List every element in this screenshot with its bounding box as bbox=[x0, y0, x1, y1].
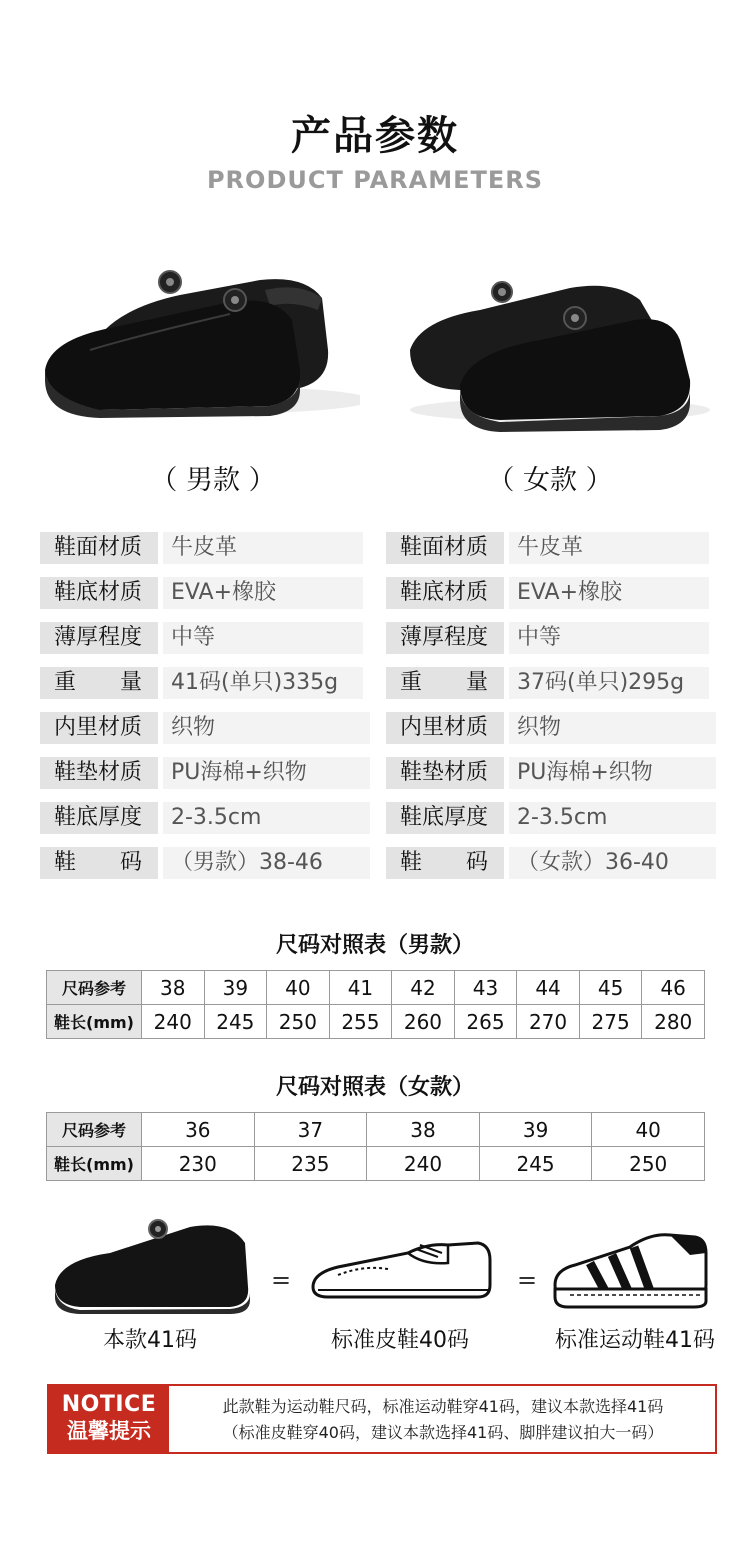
sneaker-label: 标准运动鞋41码 bbox=[555, 1328, 715, 1353]
param-key: 鞋 码 bbox=[40, 847, 158, 879]
param-row bbox=[386, 577, 711, 609]
param-key: 鞋 码 bbox=[386, 847, 504, 879]
param-value: （女款）36-40 bbox=[509, 847, 716, 879]
men-size-table-title: 尺码对照表（男款） bbox=[275, 933, 474, 958]
table-cell: 40 bbox=[267, 971, 330, 1005]
table-cell: 46 bbox=[642, 971, 705, 1005]
table-cell: 45 bbox=[579, 971, 642, 1005]
param-row bbox=[40, 847, 370, 879]
table-cell: 39 bbox=[204, 971, 267, 1005]
param-key: 重 量 bbox=[386, 667, 504, 699]
women-shoe-image bbox=[390, 240, 720, 440]
row-header: 鞋长(mm) bbox=[47, 1005, 142, 1039]
table-cell: 250 bbox=[592, 1147, 705, 1181]
page-title: 产品参数 bbox=[291, 113, 459, 159]
table-cell: 41 bbox=[329, 971, 392, 1005]
param-value: 2-3.5cm bbox=[509, 802, 716, 834]
this-shoe-label: 本款41码 bbox=[103, 1328, 197, 1353]
param-key: 鞋垫材质 bbox=[386, 757, 504, 789]
param-value: 中等 bbox=[509, 622, 709, 654]
param-value: 织物 bbox=[163, 712, 370, 744]
param-row bbox=[386, 847, 716, 879]
row-header: 尺码参考 bbox=[47, 1113, 142, 1147]
notice-line-2: （标准皮鞋穿40码，建议本款选择41码、脚胖建议拍大一码） bbox=[222, 1423, 664, 1442]
param-key: 薄厚程度 bbox=[40, 622, 158, 654]
param-value: 牛皮革 bbox=[163, 532, 363, 564]
table-cell: 42 bbox=[392, 971, 455, 1005]
param-row bbox=[386, 802, 716, 834]
table-row bbox=[47, 1005, 705, 1039]
notice-text bbox=[171, 1386, 715, 1446]
param-row bbox=[40, 712, 370, 744]
this-shoe-image bbox=[50, 1215, 255, 1315]
param-value: EVA+橡胶 bbox=[509, 577, 709, 609]
param-row bbox=[40, 577, 365, 609]
table-cell: 260 bbox=[392, 1005, 455, 1039]
table-row bbox=[47, 971, 705, 1005]
param-key: 内里材质 bbox=[386, 712, 504, 744]
param-row bbox=[386, 667, 711, 699]
param-value: 织物 bbox=[509, 712, 716, 744]
notice-tag-cn: 温馨提示 bbox=[67, 1419, 151, 1443]
table-cell: 230 bbox=[142, 1147, 255, 1181]
param-key: 鞋面材质 bbox=[40, 532, 158, 564]
women-size-table-title: 尺码对照表（女款） bbox=[275, 1075, 474, 1100]
table-cell: 39 bbox=[479, 1113, 592, 1147]
men-size-table bbox=[46, 970, 705, 1039]
table-cell: 245 bbox=[204, 1005, 267, 1039]
men-model-label: （ 男款 ） bbox=[150, 465, 276, 496]
param-row bbox=[40, 622, 365, 654]
param-row bbox=[386, 532, 711, 564]
param-value: 中等 bbox=[163, 622, 363, 654]
param-row bbox=[386, 712, 716, 744]
param-row bbox=[40, 667, 365, 699]
param-key: 内里材质 bbox=[40, 712, 158, 744]
param-value: PU海棉+织物 bbox=[509, 757, 716, 789]
table-cell: 38 bbox=[142, 971, 205, 1005]
notice-tag-en: NOTICE bbox=[61, 1392, 157, 1417]
women-model-label: （ 女款 ） bbox=[487, 465, 613, 496]
table-cell: 43 bbox=[454, 971, 517, 1005]
param-row bbox=[386, 757, 716, 789]
row-header: 鞋长(mm) bbox=[47, 1147, 142, 1181]
page-subtitle: PRODUCT PARAMETERS bbox=[206, 166, 544, 194]
param-key: 鞋垫材质 bbox=[40, 757, 158, 789]
table-cell: 36 bbox=[142, 1113, 255, 1147]
param-key: 鞋面材质 bbox=[386, 532, 504, 564]
notice-line-1: 此款鞋为运动鞋尺码，标准运动鞋穿41码，建议本款选择41码 bbox=[222, 1397, 664, 1416]
table-cell: 235 bbox=[254, 1147, 367, 1181]
param-value: （男款）38-46 bbox=[163, 847, 370, 879]
equals-sign-2: = bbox=[517, 1266, 538, 1294]
param-key: 鞋底厚度 bbox=[40, 802, 158, 834]
notice-box bbox=[47, 1384, 717, 1454]
equals-sign-1: = bbox=[271, 1266, 292, 1294]
table-cell: 240 bbox=[367, 1147, 480, 1181]
table-cell: 255 bbox=[329, 1005, 392, 1039]
table-cell: 280 bbox=[642, 1005, 705, 1039]
notice-tag bbox=[49, 1386, 169, 1452]
leather-shoe-label: 标准皮鞋40码 bbox=[331, 1328, 469, 1353]
table-cell: 250 bbox=[267, 1005, 330, 1039]
women-size-table bbox=[46, 1112, 705, 1181]
row-header: 尺码参考 bbox=[47, 971, 142, 1005]
param-value: 2-3.5cm bbox=[163, 802, 370, 834]
table-cell: 38 bbox=[367, 1113, 480, 1147]
param-key: 鞋底材质 bbox=[386, 577, 504, 609]
table-cell: 37 bbox=[254, 1113, 367, 1147]
param-row bbox=[40, 532, 365, 564]
param-row bbox=[40, 757, 370, 789]
table-row bbox=[47, 1113, 705, 1147]
table-cell: 245 bbox=[479, 1147, 592, 1181]
param-key: 重 量 bbox=[40, 667, 158, 699]
param-value: 37码(单只)295g bbox=[509, 667, 709, 699]
table-cell: 265 bbox=[454, 1005, 517, 1039]
table-row bbox=[47, 1147, 705, 1181]
table-cell: 270 bbox=[517, 1005, 580, 1039]
param-key: 薄厚程度 bbox=[386, 622, 504, 654]
table-cell: 40 bbox=[592, 1113, 705, 1147]
param-value: 牛皮革 bbox=[509, 532, 709, 564]
param-value: 41码(单只)335g bbox=[163, 667, 363, 699]
param-key: 鞋底厚度 bbox=[386, 802, 504, 834]
table-cell: 44 bbox=[517, 971, 580, 1005]
param-row bbox=[40, 802, 370, 834]
table-cell: 240 bbox=[142, 1005, 205, 1039]
param-value: PU海棉+织物 bbox=[163, 757, 370, 789]
param-row bbox=[386, 622, 711, 654]
leather-shoe-icon bbox=[308, 1235, 493, 1305]
table-cell: 275 bbox=[579, 1005, 642, 1039]
men-shoe-image bbox=[30, 240, 360, 440]
sneaker-icon bbox=[550, 1225, 710, 1310]
param-key: 鞋底材质 bbox=[40, 577, 158, 609]
param-value: EVA+橡胶 bbox=[163, 577, 363, 609]
